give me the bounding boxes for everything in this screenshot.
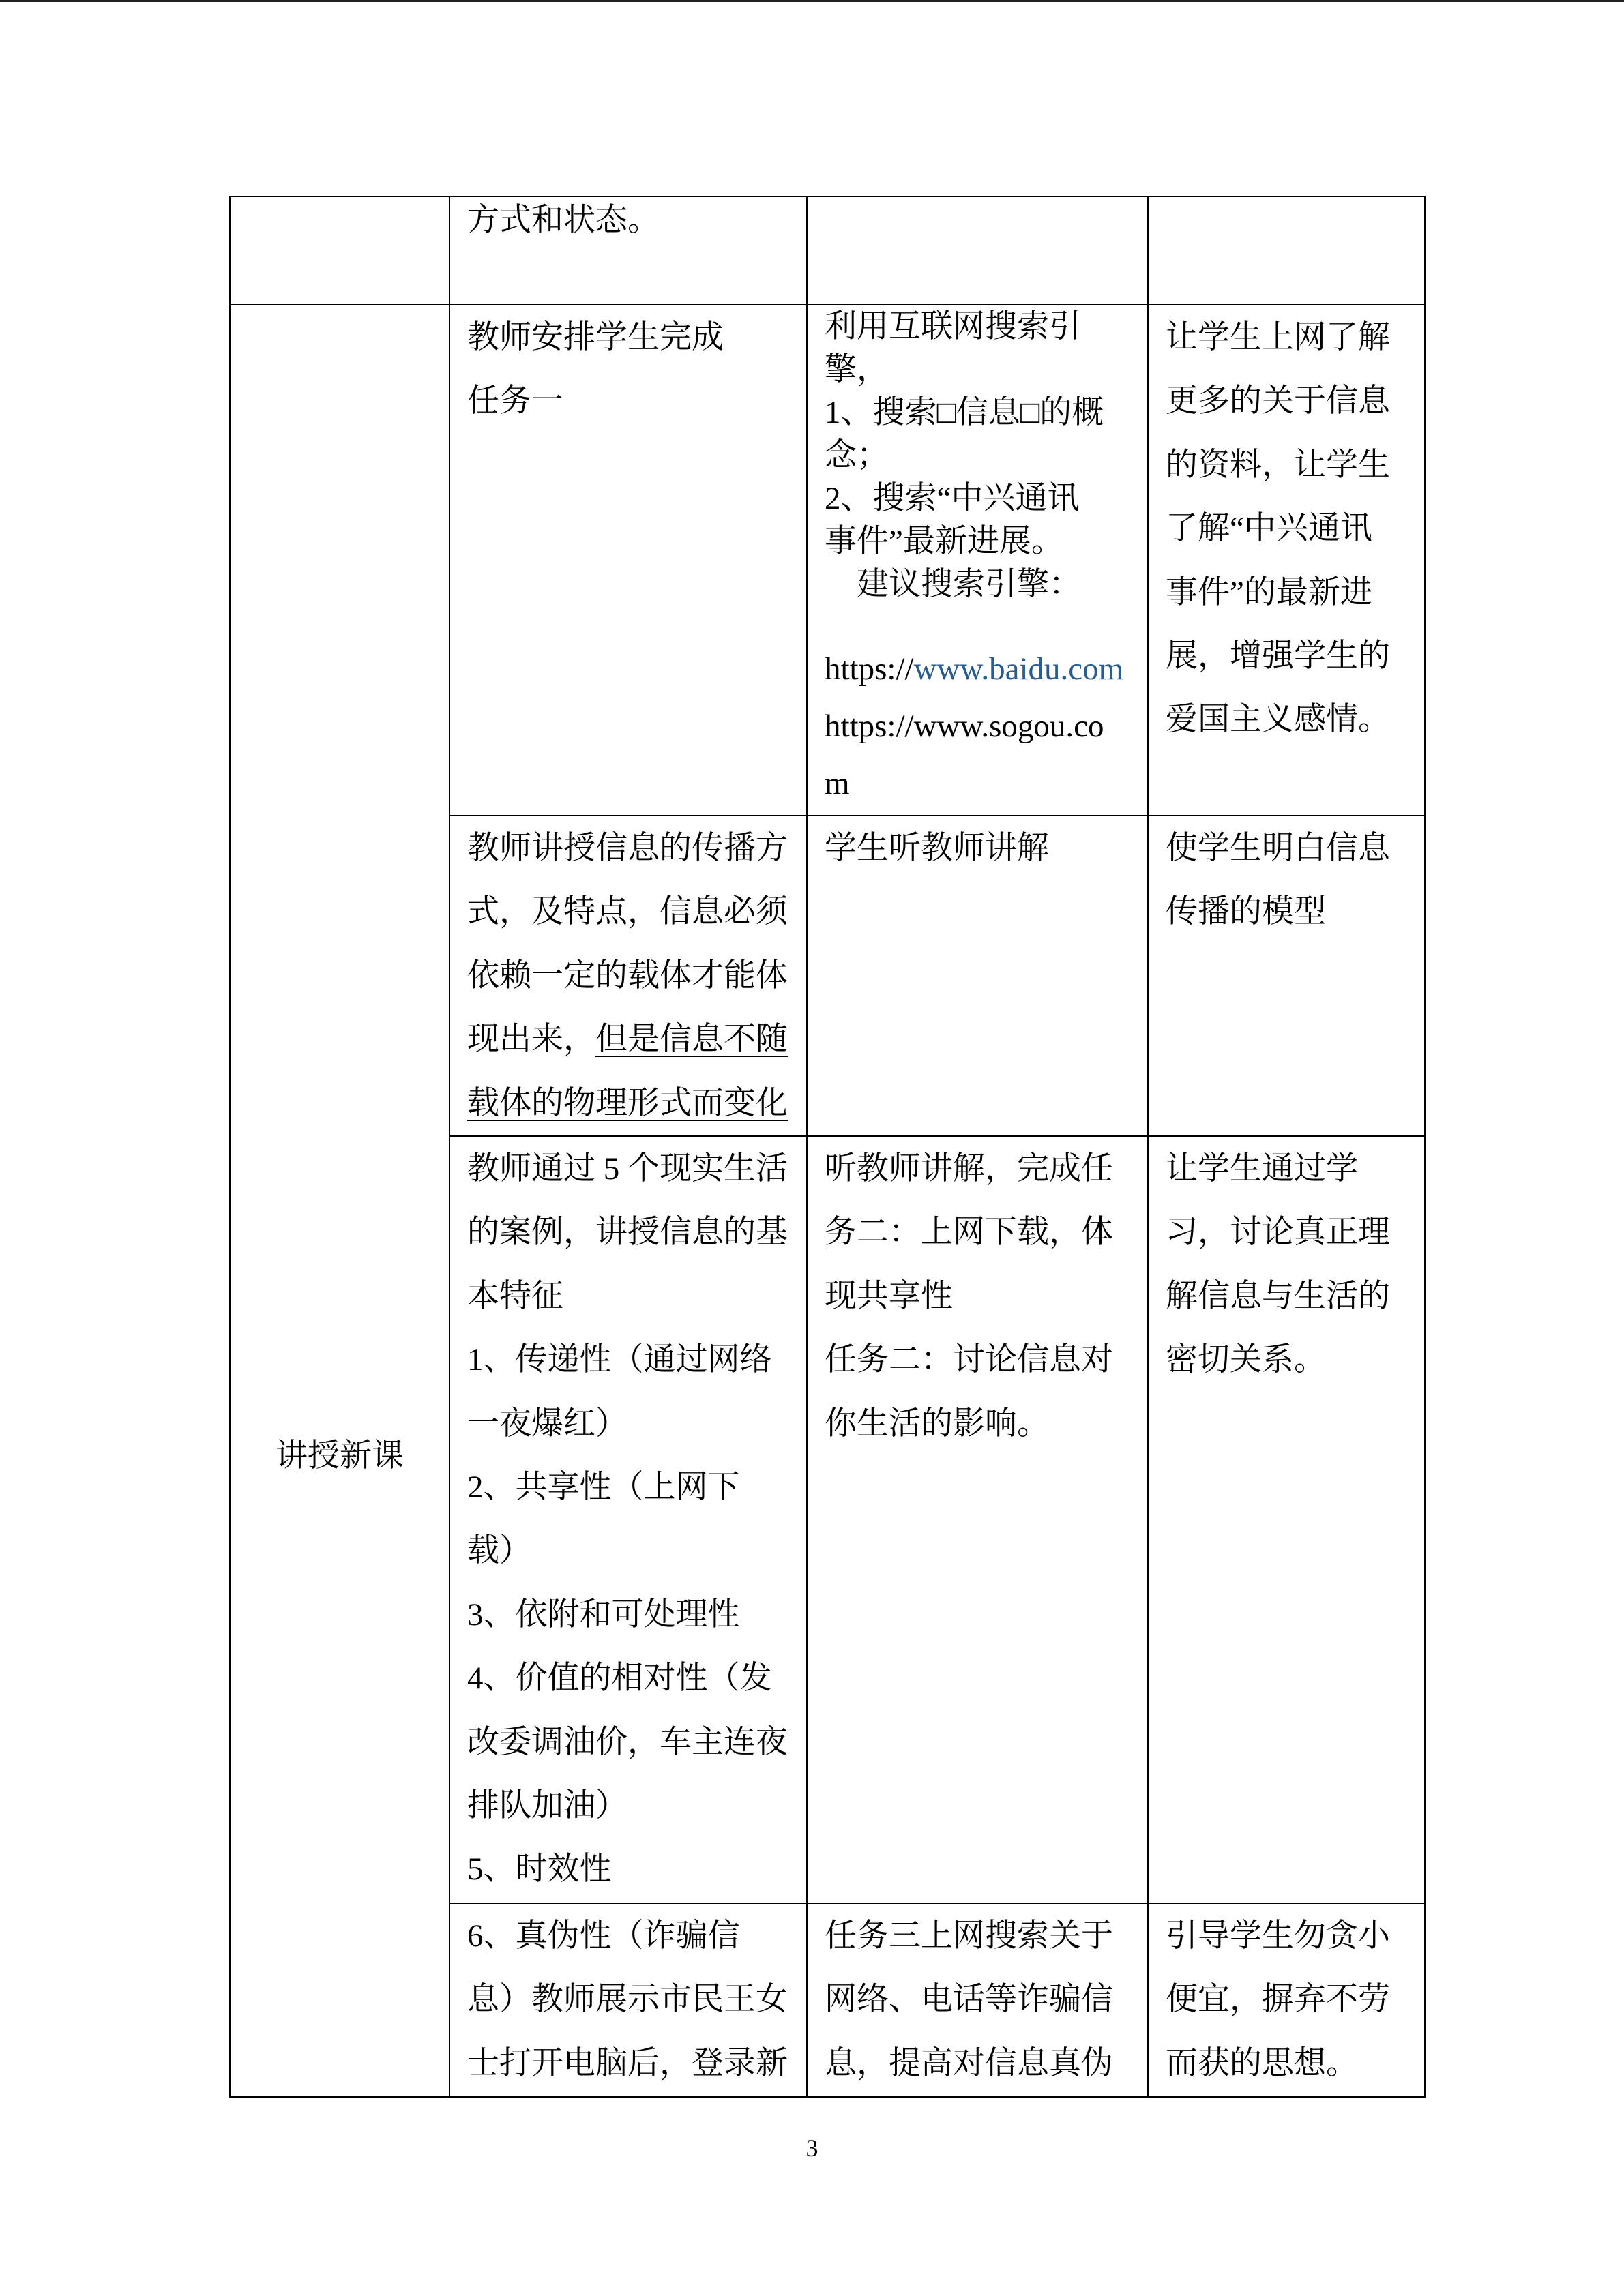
row1-col2-cell bbox=[449, 196, 808, 305]
row2-col2-cell bbox=[449, 304, 808, 816]
text-line: 事件”最新进展。 bbox=[825, 524, 1063, 559]
text-line: 5、时效性 bbox=[467, 1851, 612, 1888]
text-line bbox=[467, 1008, 806, 1071]
text-line: 念； bbox=[825, 438, 889, 473]
text-line: 依赖一定的载体才能体 bbox=[467, 957, 788, 994]
row3-col3-cell bbox=[806, 815, 1149, 1137]
row1-col4-cell bbox=[1147, 196, 1426, 305]
row5-col2-cell bbox=[449, 1903, 808, 2098]
text-line: 本特征 bbox=[467, 1278, 563, 1314]
text-line: 展，增强学生的 bbox=[1166, 638, 1390, 674]
underlined-text: 但是信息不随 bbox=[595, 1022, 788, 1058]
url-prefix: https:// bbox=[825, 651, 914, 687]
text-line: 便宜，摒弃不劳 bbox=[1166, 1982, 1390, 2018]
text-line: 方式和状态。 bbox=[467, 203, 660, 238]
blank-line bbox=[825, 606, 1147, 640]
row1-col1-cell bbox=[229, 196, 450, 305]
text-line: 式，及特点，信息必须 bbox=[467, 894, 788, 930]
text-line: 解信息与生活的 bbox=[1166, 1278, 1390, 1314]
text-line: 引导学生勿贪小 bbox=[1166, 1918, 1390, 1954]
text-line: 教师通过 5 个现实生活 bbox=[467, 1151, 788, 1187]
text-line: 2、搜索“中兴通讯 bbox=[825, 481, 1080, 516]
row1-col3-cell bbox=[806, 196, 1149, 305]
text-line: 利用互联网搜索引 bbox=[825, 309, 1081, 344]
section-label: 讲授新课 bbox=[276, 1438, 404, 1474]
baidu-link[interactable]: www.baidu.com bbox=[913, 651, 1124, 687]
url-line-baidu bbox=[825, 640, 1147, 698]
page-number: 3 bbox=[806, 2134, 818, 2162]
text-line: 士打开电脑后，登录新 bbox=[467, 2045, 788, 2081]
row4-col4-cell bbox=[1147, 1135, 1426, 1904]
text-fragment: 现出来， bbox=[467, 1022, 595, 1058]
text-line: 4、价值的相对性（发 bbox=[467, 1660, 772, 1697]
row3-col4-cell bbox=[1147, 815, 1426, 1137]
text-line: 1、搜索□信息□的概 bbox=[825, 395, 1104, 430]
text-line: 排队加油） bbox=[467, 1788, 628, 1824]
text-line: 擎， bbox=[825, 352, 889, 387]
text-line: 学生听教师讲解 bbox=[825, 831, 1049, 866]
row3-col2-cell bbox=[449, 815, 808, 1137]
text-line: 让学生上网了解 bbox=[1166, 320, 1390, 355]
text-line: 使学生明白信息 bbox=[1166, 831, 1390, 866]
text-line: 任务三上网搜索关于 bbox=[825, 1918, 1113, 1954]
row2-col4-cell bbox=[1147, 304, 1426, 816]
text-line: 任务二：讨论信息对 bbox=[825, 1342, 1113, 1378]
section-label-cell bbox=[229, 304, 450, 2098]
text-line: 更多的关于信息 bbox=[1166, 383, 1390, 419]
underlined-text: 载体的物理形式而变化 bbox=[467, 1085, 788, 1121]
text-line: 事件”的最新进 bbox=[1166, 574, 1372, 610]
row5-col4-cell bbox=[1147, 1903, 1426, 2098]
text-line: 务二：上网下载，体 bbox=[825, 1214, 1113, 1251]
text-line: 3、依附和可处理性 bbox=[467, 1596, 740, 1632]
text-line: 而获的思想。 bbox=[1166, 2045, 1358, 2081]
text-line: 6、真伪性（诈骗信 bbox=[467, 1918, 740, 1954]
text-line: 你生活的影响。 bbox=[825, 1405, 1049, 1442]
text-line: 教师安排学生完成 bbox=[467, 320, 724, 355]
text-line: 任务一 bbox=[467, 383, 563, 419]
text-line: 密切关系。 bbox=[1166, 1342, 1326, 1378]
text-line: 建议搜索引擎： bbox=[857, 567, 1081, 602]
text-line: 爱国主义感情。 bbox=[1166, 702, 1390, 738]
text-line: 传播的模型 bbox=[1166, 894, 1326, 930]
text-line: 的资料，让学生 bbox=[1166, 447, 1390, 483]
text-line: 息）教师展示市民王女 bbox=[467, 1982, 788, 2018]
row2-col3-cell bbox=[806, 304, 1149, 816]
page-top-rule bbox=[0, 0, 1624, 2]
row5-col3-cell bbox=[806, 1903, 1149, 2098]
text-line: 改委调油价，车主连夜 bbox=[467, 1724, 788, 1760]
text-line: 教师讲授信息的传播方 bbox=[467, 831, 788, 866]
text-line: 息，提高对信息真伪 bbox=[825, 2045, 1113, 2081]
text-line: 听教师讲解，完成任 bbox=[825, 1151, 1113, 1187]
text-line bbox=[467, 1072, 806, 1135]
text-line: 网络、电话等诈骗信 bbox=[825, 1982, 1113, 2018]
url-line-sogou-wrap: m bbox=[825, 766, 850, 801]
text-line: 载） bbox=[467, 1533, 531, 1569]
row4-col2-cell bbox=[449, 1135, 808, 1904]
text-line: 1、传递性（通过网络 bbox=[467, 1342, 772, 1378]
text-line: 2、共享性（上网下 bbox=[467, 1470, 740, 1506]
row4-col3-cell bbox=[806, 1135, 1149, 1904]
text-line: 一夜爆红） bbox=[467, 1405, 628, 1442]
url-line-sogou: https://www.sogou.co bbox=[825, 709, 1104, 744]
text-line: 习，讨论真正理 bbox=[1166, 1214, 1390, 1251]
text-line: 让学生通过学 bbox=[1166, 1151, 1358, 1187]
text-line: 现共享性 bbox=[825, 1278, 953, 1314]
text-line: 的案例，讲授信息的基 bbox=[467, 1214, 788, 1251]
text-line: 了解“中兴通讯 bbox=[1166, 511, 1372, 547]
